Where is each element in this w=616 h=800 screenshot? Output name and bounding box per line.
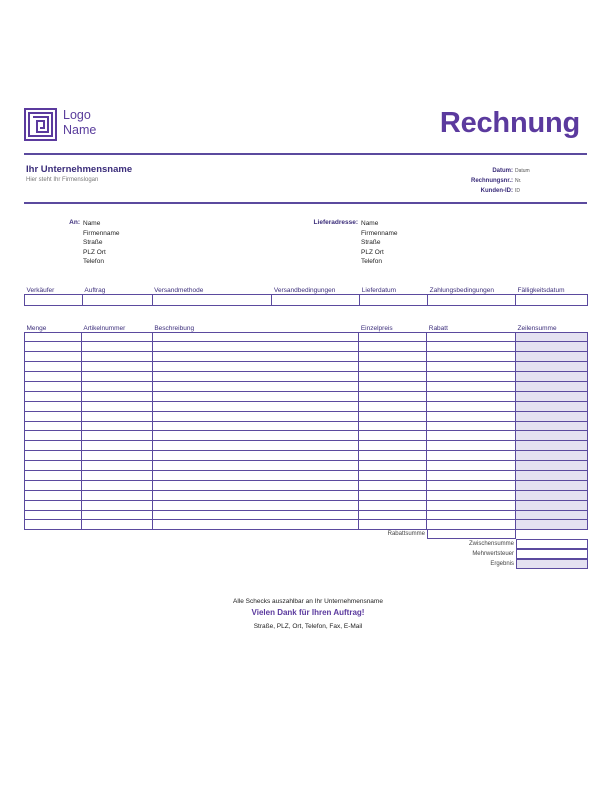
- line-total-cell[interactable]: [516, 441, 588, 451]
- item-cell[interactable]: [427, 441, 516, 451]
- logo-maze-icon: [24, 108, 57, 141]
- line-total-cell[interactable]: [516, 332, 588, 342]
- shipping-line[interactable]: Telefon: [361, 258, 382, 265]
- order-header-row: [25, 284, 588, 294]
- item-cell[interactable]: [359, 381, 427, 391]
- item-cell[interactable]: [152, 431, 359, 441]
- company-name: Ihr Unternehmensname: [26, 164, 133, 175]
- table-row: [25, 431, 588, 441]
- item-cell[interactable]: [81, 461, 152, 471]
- item-cell[interactable]: [81, 510, 152, 520]
- item-cell[interactable]: [359, 441, 427, 451]
- item-cell[interactable]: [359, 431, 427, 441]
- order-cell[interactable]: [152, 294, 272, 305]
- meta-date-value[interactable]: Datum: [515, 168, 530, 174]
- shipping-label: Lieferadresse:: [313, 219, 358, 226]
- item-cell[interactable]: [81, 401, 152, 411]
- table-row: [25, 352, 588, 362]
- line-total-cell[interactable]: [516, 401, 588, 411]
- item-cell[interactable]: [25, 362, 82, 372]
- line-items-table: [24, 322, 588, 530]
- item-cell[interactable]: [427, 332, 516, 342]
- item-cell[interactable]: [152, 372, 359, 382]
- footer-checks-note: Alle Schecks auszahlbar an Ihr Unternehmensname: [233, 598, 383, 605]
- item-cell[interactable]: [359, 461, 427, 471]
- item-cell[interactable]: [81, 391, 152, 401]
- subtotal-row: [24, 539, 588, 549]
- item-cell[interactable]: [81, 352, 152, 362]
- item-cell[interactable]: [427, 352, 516, 362]
- order-data-row: [25, 294, 588, 305]
- line-total-cell[interactable]: [516, 470, 588, 480]
- item-cell[interactable]: [427, 421, 516, 431]
- item-cell[interactable]: [427, 480, 516, 490]
- table-row: [25, 451, 588, 461]
- line-total-cell[interactable]: [516, 451, 588, 461]
- item-cell[interactable]: [25, 470, 82, 480]
- line-total-cell[interactable]: [516, 431, 588, 441]
- item-cell[interactable]: [25, 441, 82, 451]
- discount-total-label: Rabattsumme: [387, 531, 425, 537]
- item-cell[interactable]: [81, 362, 152, 372]
- discount-total-field[interactable]: [427, 529, 516, 539]
- item-cell[interactable]: [25, 401, 82, 411]
- col-seller: Verkäufer: [25, 284, 83, 294]
- meta-customer-id: [420, 186, 530, 196]
- totals-section: [24, 529, 588, 569]
- item-cell[interactable]: [427, 461, 516, 471]
- item-cell[interactable]: [25, 342, 82, 352]
- col-unit-price: Einzelpreis: [359, 322, 427, 332]
- item-cell[interactable]: [81, 372, 152, 382]
- table-row: [25, 391, 588, 401]
- item-cell[interactable]: [152, 421, 359, 431]
- line-total-cell[interactable]: [516, 411, 588, 421]
- shipping-line[interactable]: Name: [361, 220, 379, 227]
- meta-invoice-number: [420, 176, 530, 186]
- item-cell[interactable]: [152, 510, 359, 520]
- billing-line[interactable]: Firmenname: [83, 229, 120, 237]
- line-total-cell[interactable]: [516, 342, 588, 352]
- billing-line[interactable]: Telefon: [83, 258, 104, 265]
- meta-date-label: Datum:: [492, 168, 513, 174]
- table-row: [25, 401, 588, 411]
- item-cell[interactable]: [359, 372, 427, 382]
- item-cell[interactable]: [359, 480, 427, 490]
- line-total-cell[interactable]: [516, 461, 588, 471]
- subtotal-field[interactable]: [516, 539, 588, 549]
- col-quantity: Menge: [25, 322, 82, 332]
- billing-line[interactable]: Name: [83, 220, 101, 227]
- item-cell[interactable]: [359, 421, 427, 431]
- item-cell[interactable]: [427, 372, 516, 382]
- item-cell[interactable]: [152, 362, 359, 372]
- item-cell[interactable]: [25, 381, 82, 391]
- meta-invoice-number-label: Rechnungsnr.:: [470, 178, 513, 184]
- meta-customer-id-label: Kunden-ID:: [480, 188, 513, 194]
- table-row: [25, 421, 588, 431]
- table-row: [25, 362, 588, 372]
- item-cell[interactable]: [152, 391, 359, 401]
- invoice-title: Rechnung: [439, 107, 580, 139]
- item-cell[interactable]: [81, 490, 152, 500]
- item-cell[interactable]: [152, 441, 359, 451]
- item-cell[interactable]: [359, 362, 427, 372]
- item-cell[interactable]: [81, 451, 152, 461]
- shipping-line[interactable]: Straße: [361, 239, 381, 246]
- item-cell[interactable]: [25, 352, 82, 362]
- table-row: [25, 372, 588, 382]
- col-shipping-method: Versandmethode: [152, 284, 272, 294]
- item-cell[interactable]: [25, 480, 82, 490]
- item-cell[interactable]: [81, 342, 152, 352]
- item-cell[interactable]: [25, 490, 82, 500]
- item-cell[interactable]: [81, 470, 152, 480]
- line-total-cell[interactable]: [516, 500, 588, 510]
- meta-customer-id-value[interactable]: ID: [515, 188, 520, 194]
- col-delivery-date: Lieferdatum: [360, 284, 428, 294]
- item-cell[interactable]: [81, 480, 152, 490]
- order-cell[interactable]: [360, 294, 428, 305]
- item-cell[interactable]: [81, 381, 152, 391]
- table-row: [25, 470, 588, 480]
- grand-total-label: Ergebnis: [490, 561, 514, 567]
- tax-row: [24, 549, 588, 559]
- item-cell[interactable]: [427, 342, 516, 352]
- item-cell[interactable]: [152, 470, 359, 480]
- order-info-table: [24, 284, 588, 306]
- item-cell[interactable]: [152, 461, 359, 471]
- table-row: [25, 510, 588, 520]
- item-cell[interactable]: [152, 401, 359, 411]
- item-cell[interactable]: [152, 352, 359, 362]
- item-cell[interactable]: [359, 500, 427, 510]
- item-cell[interactable]: [25, 372, 82, 382]
- line-total-cell[interactable]: [516, 391, 588, 401]
- shipping-lines: [361, 219, 481, 267]
- line-total-cell[interactable]: [516, 490, 588, 500]
- footer-contact: Straße, PLZ, Ort, Telefon, Fax, E-Mail: [253, 623, 363, 630]
- item-cell[interactable]: [359, 391, 427, 401]
- item-cell[interactable]: [427, 510, 516, 520]
- line-total-cell[interactable]: [516, 381, 588, 391]
- billing-label: An:: [69, 219, 80, 226]
- item-cell[interactable]: [81, 441, 152, 451]
- col-order: Auftrag: [82, 284, 152, 294]
- item-cell[interactable]: [427, 470, 516, 480]
- logo-line-1: Logo: [63, 108, 91, 122]
- item-cell[interactable]: [152, 342, 359, 352]
- table-row: [25, 411, 588, 421]
- item-cell[interactable]: [359, 490, 427, 500]
- logo-line-2: Name: [63, 123, 97, 137]
- item-cell[interactable]: [81, 500, 152, 510]
- item-cell[interactable]: [427, 490, 516, 500]
- item-cell[interactable]: [359, 342, 427, 352]
- line-total-cell[interactable]: [516, 510, 588, 520]
- item-cell[interactable]: [152, 411, 359, 421]
- meta-invoice-number-value[interactable]: Nr.: [515, 178, 522, 184]
- shipping-line[interactable]: Firmenname: [361, 229, 398, 237]
- item-cell[interactable]: [427, 411, 516, 421]
- order-cell[interactable]: [25, 294, 83, 305]
- grand-total-row: [24, 559, 588, 569]
- col-shipping-terms: Versandbedingungen: [272, 284, 360, 294]
- item-cell[interactable]: [152, 332, 359, 342]
- table-row: [25, 480, 588, 490]
- item-cell[interactable]: [25, 411, 82, 421]
- order-cell[interactable]: [516, 294, 588, 305]
- item-cell[interactable]: [152, 381, 359, 391]
- billing-line[interactable]: Straße: [83, 239, 103, 246]
- item-cell[interactable]: [359, 470, 427, 480]
- col-due-date: Fälligkeitsdatum: [516, 284, 588, 294]
- subtotal-label: Zwischensumme: [468, 541, 514, 547]
- item-cell[interactable]: [427, 362, 516, 372]
- item-cell[interactable]: [359, 510, 427, 520]
- logo-name: [63, 108, 96, 138]
- item-cell[interactable]: [359, 411, 427, 421]
- items-header-row: [25, 322, 588, 332]
- item-cell[interactable]: [25, 431, 82, 441]
- footer-thanks: Vielen Dank für Ihren Auftrag!: [251, 608, 365, 617]
- table-row: [25, 342, 588, 352]
- item-cell[interactable]: [359, 401, 427, 411]
- item-cell[interactable]: [359, 451, 427, 461]
- line-total-cell[interactable]: [516, 352, 588, 362]
- grand-total-field[interactable]: [516, 559, 588, 569]
- header-divider: [24, 153, 587, 155]
- item-cell[interactable]: [25, 391, 82, 401]
- billing-lines: [83, 219, 203, 267]
- item-cell[interactable]: [427, 451, 516, 461]
- table-row: [25, 500, 588, 510]
- item-cell[interactable]: [359, 332, 427, 342]
- item-cell[interactable]: [427, 500, 516, 510]
- item-cell[interactable]: [152, 480, 359, 490]
- table-row: [25, 381, 588, 391]
- item-cell[interactable]: [359, 352, 427, 362]
- item-cell[interactable]: [427, 431, 516, 441]
- item-cell[interactable]: [25, 510, 82, 520]
- line-total-cell[interactable]: [516, 372, 588, 382]
- item-cell[interactable]: [81, 411, 152, 421]
- col-line-total: Zeilensumme: [516, 322, 588, 332]
- item-cell[interactable]: [427, 381, 516, 391]
- col-payment-terms: Zahlungsbedingungen: [428, 284, 516, 294]
- discount-total-row: [24, 529, 588, 539]
- item-cell[interactable]: [25, 451, 82, 461]
- table-row: [25, 332, 588, 342]
- meta-date: [420, 166, 530, 176]
- item-cell[interactable]: [152, 490, 359, 500]
- tax-field[interactable]: [516, 549, 588, 559]
- line-total-cell[interactable]: [516, 362, 588, 372]
- item-cell[interactable]: [427, 401, 516, 411]
- items-body: [25, 332, 588, 530]
- company-slogan: Hier steht Ihr Firmenslogan: [26, 177, 99, 183]
- item-cell[interactable]: [25, 421, 82, 431]
- item-cell[interactable]: [152, 500, 359, 510]
- tax-label: Mehrwertsteuer: [472, 551, 514, 557]
- order-cell[interactable]: [272, 294, 360, 305]
- table-row: [25, 490, 588, 500]
- item-cell[interactable]: [81, 421, 152, 431]
- item-cell[interactable]: [81, 431, 152, 441]
- billing-line[interactable]: PLZ Ort: [83, 248, 106, 256]
- table-row: [25, 461, 588, 471]
- col-article-number: Artikelnummer: [81, 322, 152, 332]
- line-total-cell[interactable]: [516, 421, 588, 431]
- shipping-line[interactable]: PLZ Ort: [361, 248, 384, 256]
- order-cell[interactable]: [82, 294, 152, 305]
- item-cell[interactable]: [81, 332, 152, 342]
- line-total-cell[interactable]: [516, 480, 588, 490]
- item-cell[interactable]: [427, 391, 516, 401]
- meta-divider: [24, 202, 587, 204]
- item-cell[interactable]: [25, 500, 82, 510]
- item-cell[interactable]: [25, 332, 82, 342]
- table-row: [25, 441, 588, 451]
- col-discount: Rabatt: [427, 322, 516, 332]
- item-cell[interactable]: [25, 461, 82, 471]
- order-cell[interactable]: [428, 294, 516, 305]
- invoice-meta: [420, 166, 530, 196]
- item-cell[interactable]: [152, 451, 359, 461]
- col-description: Beschreibung: [152, 322, 359, 332]
